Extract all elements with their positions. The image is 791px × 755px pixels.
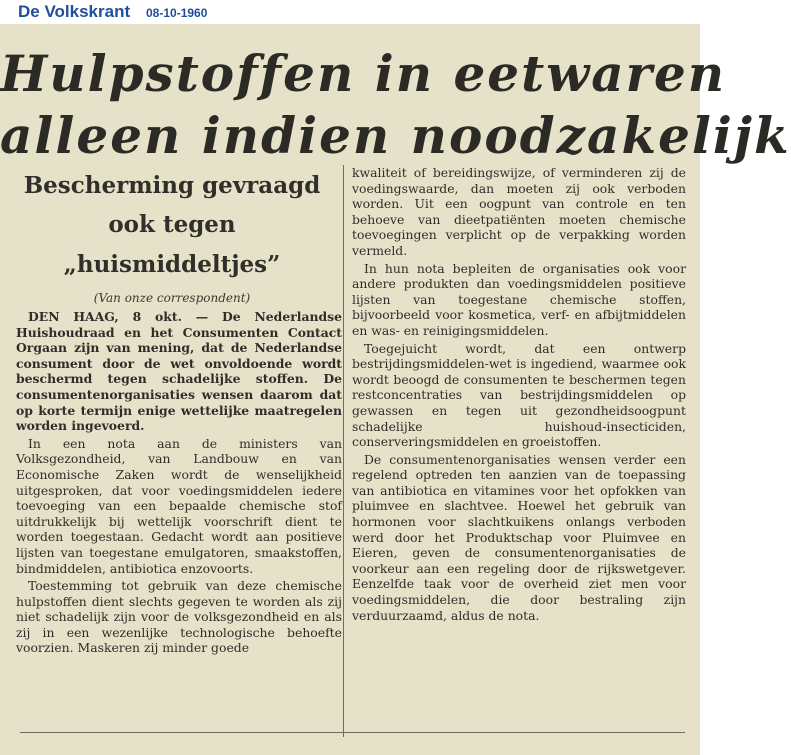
site-header xyxy=(0,0,700,24)
lead-paragraph xyxy=(16,309,342,434)
article-column-right xyxy=(352,165,686,625)
publication-date: 08-10-1960 xyxy=(146,6,208,20)
body-paragraph: Toestemming tot gebruik van deze chemische hulpstoffen dient slechts gegeven te worden als zij niet schadelijk zijn voor de volksgezondheid en als zij in een wezenlijke technologische behoefte voorzien. Maskeren zij minder goede xyxy=(16,578,342,656)
dateline: DEN HAAG, 8 okt. — xyxy=(28,309,222,324)
bottom-rule xyxy=(20,732,685,733)
body-paragraph: In hun nota bepleiten de organisaties ook voor andere produkten dan voedingsmiddelen positieve lijsten van toegestane chemische stoffen, bijvoorbeeld voor kosmetica, verf- en afbijtmiddelen en was- en reinigingsmiddelen. xyxy=(352,260,686,338)
article-column-left xyxy=(16,309,342,658)
subheadline-line-1: Bescherming gevraagd xyxy=(23,172,321,199)
column-divider xyxy=(343,165,344,737)
body-paragraph: kwaliteit of bereidingswijze, of verminderen zij de voedingswaarde, dan moeten zij ook verboden worden. Uit een oogpunt van controle en ten behoeve van dieetpatiënten moeten chemische toevoegingen verplicht op de verpakking worden vermeld. xyxy=(352,165,686,258)
body-paragraph: In een nota aan de ministers van Volksgezondheid, van Landbouw en van Economische Zaken wordt de wenselijkheid uitgesproken, dat voor voedingsmiddelen iedere toevoeging van een bepaalde chemische stof uitdrukkelijk bij wettelijk voorschrift dient te worden toegestaan. Gedacht wordt aan positieve lijsten van toegestane emulgatoren, smaakstoffen, bindmiddelen, antibiotica enzovoorts. xyxy=(16,435,342,576)
subheadline-line-2: ook tegen xyxy=(108,211,236,238)
body-paragraph: Toegejuicht wordt, dat een ontwerp bestrijdingsmiddelen-wet is ingediend, waarmee ook wordt beoogd de consumenten te beschermen tegen restconcentraties van bestrijdingsmiddelen op gewassen en tegen uit gezondheidsoogpunt schadelijke huishoud-insecticiden, conserveringsmiddelen en groeistoffen. xyxy=(352,340,686,450)
subheadline-line-3: „huismiddeltjes” xyxy=(63,251,281,278)
brand-title[interactable]: De Volkskrant xyxy=(18,2,131,21)
lead-text: De Nederlandse Huishoudraad en het Consumenten Contact Orgaan zijn van mening, dat de Nederlandse consument door de wet onvoldoende wordt beschermd tegen schadelijke stoffen. De consumentenorganisaties wensen daarom dat op korte termijn enige wettelijke maatregelen worden ingevoerd. xyxy=(16,309,342,434)
headline-line-2: alleen indien noodzakelijk xyxy=(0,106,791,165)
byline: (Van onze correspondent) xyxy=(93,291,251,305)
headline-line-1: Hulpstoffen in eetwaren xyxy=(0,44,727,103)
body-paragraph: De consumentenorganisaties wensen verder een regelend optreden ten aanzien van de toepassing van antibiotica en vitamines voor het opfokken van pluimvee en slachtvee. Hoewel het gebruik van hormonen voor slachtkuikens onlangs verboden werd door het Produktschap voor Pluimvee en Eieren, geven de consumentenorganisaties de voorkeur aan een regeling door de rijkswetgever. Eenzelfde taak voor de overheid ziet men voor voedingsmiddelen, die door bestraling zijn verduurzaamd, aldus de nota. xyxy=(352,451,686,623)
